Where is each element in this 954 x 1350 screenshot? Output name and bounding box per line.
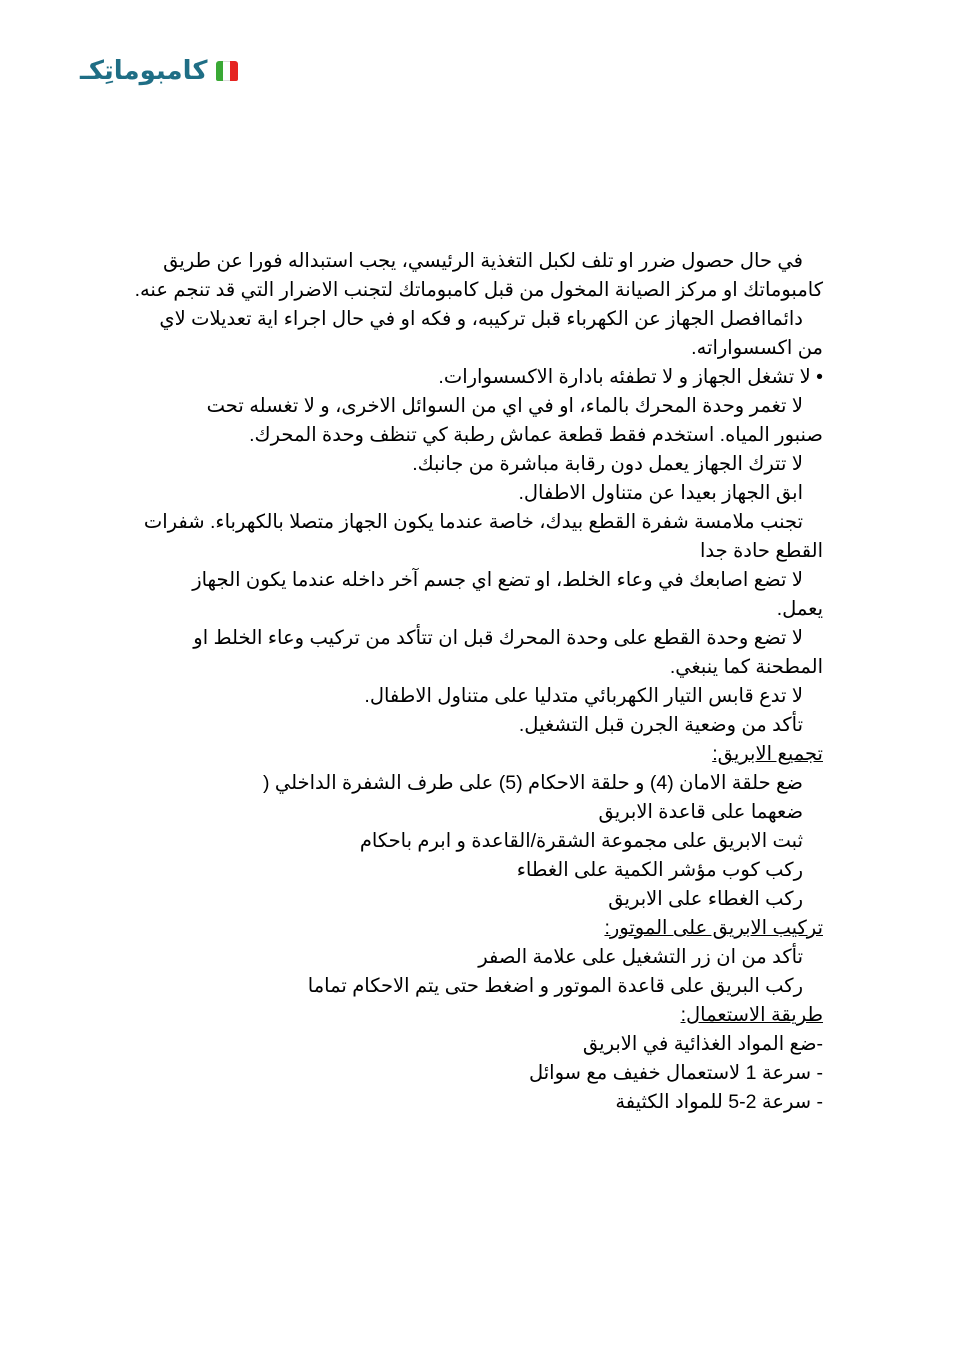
paragraph-accessories	[130, 363, 823, 392]
assembly-step: ركب كوب مؤشر الكمية على الغطاء	[516, 859, 803, 881]
mounting-step: ركب البريق على قاعدة الموتور و اضغط حتى يتم الاحكام تماما	[307, 975, 803, 997]
paragraph-first-line: في حال حصول ضرر او تلف لكبل التغذية الرئيسي، يجب استبداله فورا عن طريق	[163, 250, 803, 272]
paragraph-first-line: لا تضع اصابعك في وعاء الخلط، او تضع اي جسم آخر داخله عندما يكون الجهاز	[192, 569, 803, 591]
paragraph-first-line: ابق الجهاز بعيدا عن متناول الاطفال.	[518, 482, 803, 504]
assembly-step: ركب الغطاء على الابريق	[608, 888, 803, 910]
flag-stripe-red	[230, 61, 237, 81]
brand-logo	[80, 58, 238, 84]
section-title-mounting: تركيب الابريق على الموتور:	[604, 917, 823, 939]
paragraph-plug	[130, 682, 823, 711]
mounting-step: تأكد من ان زر التشغيل على علامة الصفر	[478, 946, 803, 968]
paragraph-first-line: تجنب ملامسة شفرة القطع بيدك، خاصة عندما يكون الجهاز متصلا بالكهرباء. شفرات	[143, 511, 803, 533]
usage-step: -ضع المواد الغذائية في الابريق	[582, 1033, 823, 1055]
section-title-usage: طريقة الاستعمال:	[680, 1004, 823, 1026]
paragraph-power-cable	[130, 247, 823, 305]
paragraph-continuation: من اكسسواراته.	[691, 337, 823, 359]
assembly-step: ثبت الابريق على مجموعة الشقرة/القاعدة و ابرم باحكام	[359, 830, 803, 852]
paragraph-continuation: صنبور المياه. استخدم فقط قطعة عماش رطبة كي تنظف وحدة المحرك.	[249, 424, 823, 446]
paragraph-first-line: تأكد من وضعية الجرن قبل التشغيل.	[518, 714, 803, 736]
paragraph-continuation: كامبوماتك او مركز الصيانة المخول من قبل كامبوماتك لتجنب الاضرار التي قد تنجم عنه.	[134, 279, 823, 301]
paragraph-blade	[118, 508, 823, 566]
brand-name: كامبوماتِكـ	[80, 56, 208, 86]
paragraph-unattended	[130, 450, 823, 479]
usage-step: - سرعة 2-5 للمواد الكثيفة	[615, 1091, 823, 1113]
italian-flag-icon	[216, 61, 238, 81]
paragraph-children	[130, 479, 823, 508]
paragraph-cutting-unit	[130, 624, 823, 682]
paragraph-water	[130, 392, 823, 450]
paragraph-jar-position	[130, 711, 823, 740]
usage-step: - سرعة 1 لاستعمال خفيف مع سوائل	[528, 1062, 823, 1084]
paragraph-continuation: المطحنة كما ينبغي.	[669, 656, 823, 678]
paragraph-first-line: لا تدع قابس التيار الكهربائي متدليا على متناول الاطفال.	[364, 685, 803, 707]
section-title-assembly: تجميع الابريق:	[712, 743, 823, 765]
paragraph-unplug	[118, 305, 823, 363]
paragraph-first-line: لا تضع وحدة القطع على وحدة المحرك قبل ان تتأكد من تركيب وعاء الخلط او	[193, 627, 803, 649]
paragraph-first-line: لا تغمر وحدة المحرك بالماء، او في اي من السوائل الاخرى، و لا تغسله تحت	[206, 395, 803, 417]
flag-stripe-white	[223, 61, 230, 81]
paragraph-continuation: يعمل.	[776, 598, 823, 620]
paragraph-fingers	[130, 566, 823, 624]
paragraph-first-line: • لا تشغل الجهاز و لا تطفئه بادارة الاكسسوارات.	[438, 366, 823, 388]
assembly-step: ضع حلقة الامان (4) و حلقة الاحكام (5) على طرف الشفرة الداخلي (	[262, 772, 803, 794]
paragraph-first-line: لا تترك الجهاز يعمل دون رقابة مباشرة من جانبك.	[412, 453, 803, 475]
document-body	[130, 247, 823, 1117]
paragraph-continuation: القطع حادة جدا	[699, 540, 823, 562]
assembly-step: ضعهما على قاعدة الابريق	[598, 801, 803, 823]
paragraph-first-line: دائماافصل الجهاز عن الكهرباء قبل تركيبه، و فكه او في حال اجراء اية تعديلات لاي	[159, 308, 803, 330]
flag-stripe-green	[216, 61, 223, 81]
